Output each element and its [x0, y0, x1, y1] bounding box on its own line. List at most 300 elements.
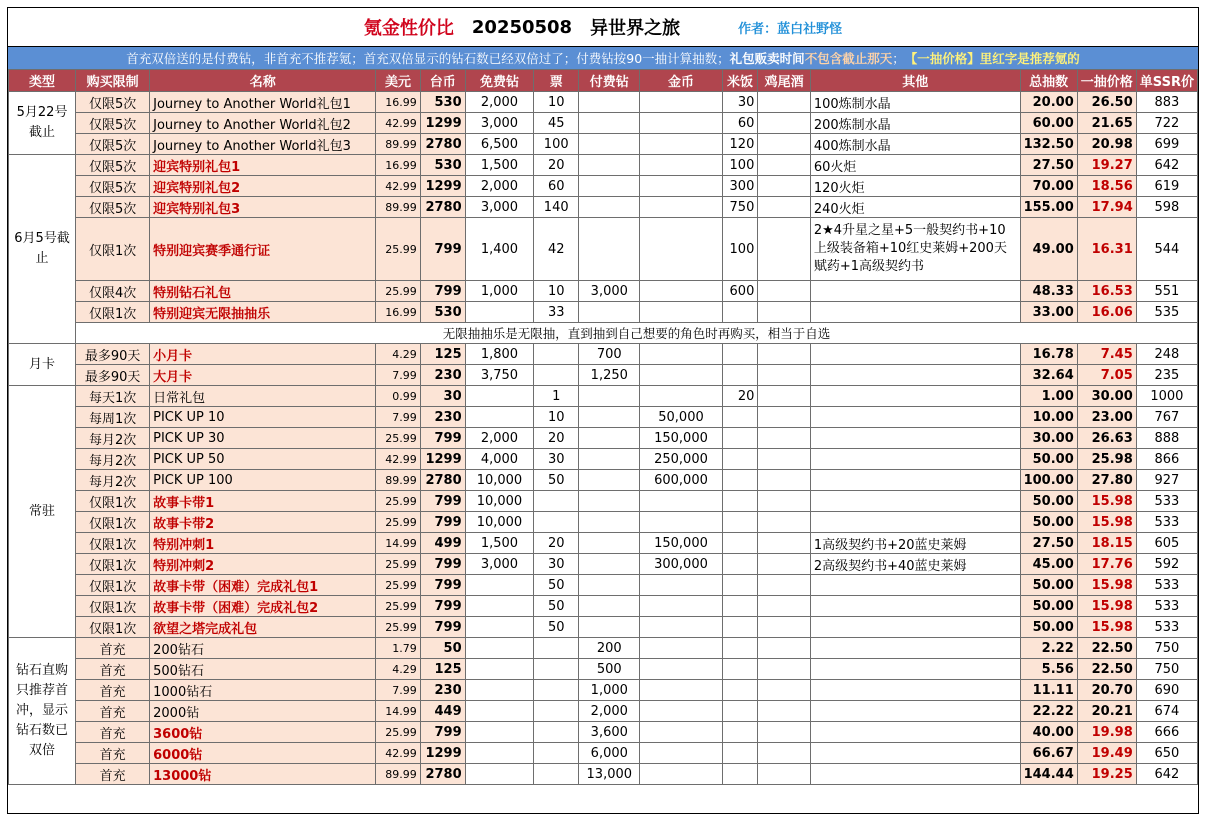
paid-diamond-cell[interactable]	[579, 449, 640, 470]
cocktail-cell[interactable]	[758, 197, 810, 218]
twd-cell[interactable]: 530	[420, 302, 465, 323]
rice-cell[interactable]	[722, 407, 758, 428]
other-cell[interactable]: 400炼制水晶	[810, 134, 1020, 155]
paid-diamond-cell[interactable]: 1,000	[579, 680, 640, 701]
limit-cell[interactable]: 首充	[76, 722, 150, 743]
twd-cell[interactable]: 799	[420, 575, 465, 596]
twd-cell[interactable]: 230	[420, 407, 465, 428]
name-cell[interactable]: 特别迎宾赛季通行证	[150, 218, 376, 281]
name-cell[interactable]: 特别冲刺1	[150, 533, 376, 554]
ticket-cell[interactable]	[534, 512, 579, 533]
total-pulls-cell[interactable]: 50.00	[1020, 512, 1077, 533]
ssr-price-cell[interactable]: 533	[1136, 575, 1197, 596]
name-cell[interactable]: 13000钻	[150, 764, 376, 785]
rice-cell[interactable]: 30	[722, 92, 758, 113]
paid-diamond-cell[interactable]: 2,000	[579, 701, 640, 722]
pull-price-cell[interactable]: 18.15	[1077, 533, 1136, 554]
rice-cell[interactable]	[722, 449, 758, 470]
ticket-cell[interactable]: 10	[534, 281, 579, 302]
rice-cell[interactable]	[722, 470, 758, 491]
cocktail-cell[interactable]	[758, 428, 810, 449]
limit-cell[interactable]: 首充	[76, 638, 150, 659]
other-cell[interactable]: 1高级契约书+20蓝史莱姆	[810, 533, 1020, 554]
free-diamond-cell[interactable]: 10,000	[465, 491, 534, 512]
ssr-price-cell[interactable]: 883	[1136, 92, 1197, 113]
cocktail-cell[interactable]	[758, 533, 810, 554]
twd-cell[interactable]: 799	[420, 281, 465, 302]
usd-cell[interactable]: 14.99	[376, 533, 420, 554]
free-diamond-cell[interactable]	[465, 722, 534, 743]
paid-diamond-cell[interactable]	[579, 512, 640, 533]
paid-diamond-cell[interactable]	[579, 155, 640, 176]
free-diamond-cell[interactable]: 3,750	[465, 365, 534, 386]
usd-cell[interactable]: 7.99	[376, 680, 420, 701]
usd-cell[interactable]: 7.99	[376, 365, 420, 386]
rice-cell[interactable]	[722, 743, 758, 764]
limit-cell[interactable]: 仅限5次	[76, 155, 150, 176]
total-pulls-cell[interactable]: 50.00	[1020, 617, 1077, 638]
paid-diamond-cell[interactable]	[579, 407, 640, 428]
other-cell[interactable]	[810, 764, 1020, 785]
limit-cell[interactable]: 仅限1次	[76, 218, 150, 281]
limit-cell[interactable]: 仅限1次	[76, 554, 150, 575]
name-cell[interactable]: PICK UP 30	[150, 428, 376, 449]
free-diamond-cell[interactable]: 10,000	[465, 512, 534, 533]
other-cell[interactable]: 100炼制水晶	[810, 92, 1020, 113]
free-diamond-cell[interactable]: 1,500	[465, 533, 534, 554]
other-cell[interactable]	[810, 701, 1020, 722]
ticket-cell[interactable]: 60	[534, 176, 579, 197]
name-cell[interactable]: 特别冲刺2	[150, 554, 376, 575]
other-cell[interactable]: 200炼制水晶	[810, 113, 1020, 134]
free-diamond-cell[interactable]: 10,000	[465, 470, 534, 491]
name-cell[interactable]: 故事卡带1	[150, 491, 376, 512]
rice-cell[interactable]	[722, 764, 758, 785]
cocktail-cell[interactable]	[758, 113, 810, 134]
usd-cell[interactable]: 25.99	[376, 281, 420, 302]
paid-diamond-cell[interactable]: 3,600	[579, 722, 640, 743]
total-pulls-cell[interactable]: 49.00	[1020, 218, 1077, 281]
rice-cell[interactable]	[722, 533, 758, 554]
pull-price-cell[interactable]: 19.27	[1077, 155, 1136, 176]
gold-cell[interactable]: 600,000	[640, 470, 722, 491]
cocktail-cell[interactable]	[758, 365, 810, 386]
other-cell[interactable]	[810, 449, 1020, 470]
twd-cell[interactable]: 799	[420, 554, 465, 575]
name-cell[interactable]: 故事卡带2	[150, 512, 376, 533]
free-diamond-cell[interactable]: 1,500	[465, 155, 534, 176]
limit-cell[interactable]: 首充	[76, 743, 150, 764]
cocktail-cell[interactable]	[758, 155, 810, 176]
pull-price-cell[interactable]: 15.98	[1077, 491, 1136, 512]
limit-cell[interactable]: 仅限1次	[76, 575, 150, 596]
name-cell[interactable]: 欲望之塔完成礼包	[150, 617, 376, 638]
rice-cell[interactable]	[722, 512, 758, 533]
rice-cell[interactable]: 120	[722, 134, 758, 155]
twd-cell[interactable]: 799	[420, 596, 465, 617]
pull-price-cell[interactable]: 23.00	[1077, 407, 1136, 428]
paid-diamond-cell[interactable]	[579, 554, 640, 575]
free-diamond-cell[interactable]: 2,000	[465, 92, 534, 113]
twd-cell[interactable]: 2780	[420, 134, 465, 155]
twd-cell[interactable]: 1299	[420, 113, 465, 134]
ssr-price-cell[interactable]: 690	[1136, 680, 1197, 701]
paid-diamond-cell[interactable]	[579, 218, 640, 281]
paid-diamond-cell[interactable]	[579, 113, 640, 134]
ticket-cell[interactable]: 20	[534, 428, 579, 449]
free-diamond-cell[interactable]: 1,800	[465, 344, 534, 365]
gold-cell[interactable]	[640, 722, 722, 743]
cocktail-cell[interactable]	[758, 764, 810, 785]
gold-cell[interactable]	[640, 575, 722, 596]
paid-diamond-cell[interactable]	[579, 596, 640, 617]
pull-price-cell[interactable]: 19.98	[1077, 722, 1136, 743]
twd-cell[interactable]: 799	[420, 218, 465, 281]
limit-cell[interactable]: 每天1次	[76, 386, 150, 407]
limit-cell[interactable]: 仅限1次	[76, 302, 150, 323]
other-cell[interactable]: 120火炬	[810, 176, 1020, 197]
total-pulls-cell[interactable]: 155.00	[1020, 197, 1077, 218]
paid-diamond-cell[interactable]	[579, 617, 640, 638]
category-cell[interactable]: 月卡	[9, 344, 76, 386]
total-pulls-cell[interactable]: 20.00	[1020, 92, 1077, 113]
gold-cell[interactable]	[640, 680, 722, 701]
free-diamond-cell[interactable]: 3,000	[465, 113, 534, 134]
paid-diamond-cell[interactable]: 1,250	[579, 365, 640, 386]
name-cell[interactable]: Journey to Another World礼包2	[150, 113, 376, 134]
free-diamond-cell[interactable]: 4,000	[465, 449, 534, 470]
ssr-price-cell[interactable]: 699	[1136, 134, 1197, 155]
gold-cell[interactable]	[640, 617, 722, 638]
gold-cell[interactable]: 50,000	[640, 407, 722, 428]
cocktail-cell[interactable]	[758, 92, 810, 113]
total-pulls-cell[interactable]: 16.78	[1020, 344, 1077, 365]
free-diamond-cell[interactable]: 2,000	[465, 176, 534, 197]
gold-cell[interactable]	[640, 638, 722, 659]
twd-cell[interactable]: 2780	[420, 197, 465, 218]
rice-cell[interactable]: 20	[722, 386, 758, 407]
cocktail-cell[interactable]	[758, 491, 810, 512]
pull-price-cell[interactable]: 15.98	[1077, 617, 1136, 638]
usd-cell[interactable]: 25.99	[376, 512, 420, 533]
other-cell[interactable]	[810, 512, 1020, 533]
cocktail-cell[interactable]	[758, 449, 810, 470]
limit-cell[interactable]: 仅限1次	[76, 533, 150, 554]
total-pulls-cell[interactable]: 50.00	[1020, 575, 1077, 596]
name-cell[interactable]: PICK UP 50	[150, 449, 376, 470]
other-cell[interactable]	[810, 365, 1020, 386]
total-pulls-cell[interactable]: 27.50	[1020, 533, 1077, 554]
pull-price-cell[interactable]: 30.00	[1077, 386, 1136, 407]
usd-cell[interactable]: 42.99	[376, 176, 420, 197]
free-diamond-cell[interactable]	[465, 407, 534, 428]
ssr-price-cell[interactable]: 650	[1136, 743, 1197, 764]
ssr-price-cell[interactable]: 235	[1136, 365, 1197, 386]
ssr-price-cell[interactable]: 598	[1136, 197, 1197, 218]
limit-cell[interactable]: 仅限1次	[76, 617, 150, 638]
gold-cell[interactable]: 150,000	[640, 428, 722, 449]
total-pulls-cell[interactable]: 48.33	[1020, 281, 1077, 302]
name-cell[interactable]: Journey to Another World礼包1	[150, 92, 376, 113]
pull-price-cell[interactable]: 19.49	[1077, 743, 1136, 764]
rice-cell[interactable]	[722, 722, 758, 743]
free-diamond-cell[interactable]: 1,400	[465, 218, 534, 281]
usd-cell[interactable]: 25.99	[376, 428, 420, 449]
paid-diamond-cell[interactable]	[579, 386, 640, 407]
free-diamond-cell[interactable]	[465, 575, 534, 596]
gold-cell[interactable]	[640, 764, 722, 785]
pull-price-cell[interactable]: 26.50	[1077, 92, 1136, 113]
usd-cell[interactable]: 16.99	[376, 92, 420, 113]
rice-cell[interactable]: 100	[722, 155, 758, 176]
pull-price-cell[interactable]: 26.63	[1077, 428, 1136, 449]
paid-diamond-cell[interactable]	[579, 533, 640, 554]
twd-cell[interactable]: 1299	[420, 449, 465, 470]
ssr-price-cell[interactable]: 866	[1136, 449, 1197, 470]
pull-price-cell[interactable]: 22.50	[1077, 659, 1136, 680]
total-pulls-cell[interactable]: 22.22	[1020, 701, 1077, 722]
other-cell[interactable]: 60火炬	[810, 155, 1020, 176]
free-diamond-cell[interactable]	[465, 701, 534, 722]
total-pulls-cell[interactable]: 50.00	[1020, 449, 1077, 470]
usd-cell[interactable]: 25.99	[376, 554, 420, 575]
cocktail-cell[interactable]	[758, 407, 810, 428]
name-cell[interactable]: PICK UP 100	[150, 470, 376, 491]
free-diamond-cell[interactable]	[465, 659, 534, 680]
ssr-price-cell[interactable]: 642	[1136, 764, 1197, 785]
ticket-cell[interactable]: 33	[534, 302, 579, 323]
limit-cell[interactable]: 仅限5次	[76, 92, 150, 113]
limit-cell[interactable]: 仅限5次	[76, 134, 150, 155]
cocktail-cell[interactable]	[758, 701, 810, 722]
cocktail-cell[interactable]	[758, 176, 810, 197]
ssr-price-cell[interactable]: 619	[1136, 176, 1197, 197]
ticket-cell[interactable]	[534, 722, 579, 743]
other-cell[interactable]	[810, 407, 1020, 428]
gold-cell[interactable]	[640, 197, 722, 218]
free-diamond-cell[interactable]	[465, 638, 534, 659]
cocktail-cell[interactable]	[758, 134, 810, 155]
ticket-cell[interactable]: 10	[534, 92, 579, 113]
twd-cell[interactable]: 125	[420, 344, 465, 365]
gold-cell[interactable]	[640, 491, 722, 512]
category-cell[interactable]: 常驻	[9, 386, 76, 638]
rice-cell[interactable]	[722, 575, 758, 596]
category-cell[interactable]: 6月5号截止	[9, 155, 76, 344]
usd-cell[interactable]: 4.29	[376, 344, 420, 365]
free-diamond-cell[interactable]	[465, 617, 534, 638]
rice-cell[interactable]: 600	[722, 281, 758, 302]
paid-diamond-cell[interactable]	[579, 302, 640, 323]
usd-cell[interactable]: 1.79	[376, 638, 420, 659]
cocktail-cell[interactable]	[758, 512, 810, 533]
limit-cell[interactable]: 首充	[76, 701, 150, 722]
rice-cell[interactable]: 100	[722, 218, 758, 281]
twd-cell[interactable]: 530	[420, 92, 465, 113]
ticket-cell[interactable]: 100	[534, 134, 579, 155]
pull-price-cell[interactable]: 19.25	[1077, 764, 1136, 785]
paid-diamond-cell[interactable]: 500	[579, 659, 640, 680]
ticket-cell[interactable]: 10	[534, 407, 579, 428]
column-header[interactable]: 美元	[376, 70, 420, 92]
total-pulls-cell[interactable]: 66.67	[1020, 743, 1077, 764]
ssr-price-cell[interactable]: 533	[1136, 512, 1197, 533]
total-pulls-cell[interactable]: 11.11	[1020, 680, 1077, 701]
name-cell[interactable]: 特别迎宾无限抽抽乐	[150, 302, 376, 323]
twd-cell[interactable]: 799	[420, 491, 465, 512]
ticket-cell[interactable]: 140	[534, 197, 579, 218]
usd-cell[interactable]: 25.99	[376, 491, 420, 512]
ssr-price-cell[interactable]: 605	[1136, 533, 1197, 554]
total-pulls-cell[interactable]: 10.00	[1020, 407, 1077, 428]
twd-cell[interactable]: 1299	[420, 743, 465, 764]
total-pulls-cell[interactable]: 132.50	[1020, 134, 1077, 155]
usd-cell[interactable]: 89.99	[376, 134, 420, 155]
name-cell[interactable]: 特别钻石礼包	[150, 281, 376, 302]
limit-cell[interactable]: 首充	[76, 659, 150, 680]
pull-price-cell[interactable]: 16.31	[1077, 218, 1136, 281]
ssr-price-cell[interactable]: 674	[1136, 701, 1197, 722]
pull-price-cell[interactable]: 15.98	[1077, 575, 1136, 596]
pull-price-cell[interactable]: 15.98	[1077, 596, 1136, 617]
ssr-price-cell[interactable]: 642	[1136, 155, 1197, 176]
total-pulls-cell[interactable]: 50.00	[1020, 596, 1077, 617]
limit-cell[interactable]: 仅限1次	[76, 596, 150, 617]
cocktail-cell[interactable]	[758, 302, 810, 323]
limit-cell[interactable]: 每月2次	[76, 470, 150, 491]
total-pulls-cell[interactable]: 144.44	[1020, 764, 1077, 785]
free-diamond-cell[interactable]: 3,000	[465, 197, 534, 218]
name-cell[interactable]: 迎宾特别礼包1	[150, 155, 376, 176]
pull-price-cell[interactable]: 7.05	[1077, 365, 1136, 386]
twd-cell[interactable]: 50	[420, 638, 465, 659]
pull-price-cell[interactable]: 20.21	[1077, 701, 1136, 722]
ssr-price-cell[interactable]: 592	[1136, 554, 1197, 575]
paid-diamond-cell[interactable]	[579, 197, 640, 218]
usd-cell[interactable]: 25.99	[376, 596, 420, 617]
other-cell[interactable]	[810, 302, 1020, 323]
ticket-cell[interactable]: 50	[534, 470, 579, 491]
column-header[interactable]: 付费钻	[579, 70, 640, 92]
usd-cell[interactable]: 25.99	[376, 722, 420, 743]
other-cell[interactable]	[810, 575, 1020, 596]
rice-cell[interactable]: 750	[722, 197, 758, 218]
ticket-cell[interactable]	[534, 659, 579, 680]
other-cell[interactable]	[810, 743, 1020, 764]
limit-cell[interactable]: 每周1次	[76, 407, 150, 428]
pull-price-cell[interactable]: 18.56	[1077, 176, 1136, 197]
gold-cell[interactable]	[640, 596, 722, 617]
cocktail-cell[interactable]	[758, 596, 810, 617]
usd-cell[interactable]: 42.99	[376, 743, 420, 764]
ticket-cell[interactable]	[534, 701, 579, 722]
rice-cell[interactable]	[722, 491, 758, 512]
column-header[interactable]: 米饭	[722, 70, 758, 92]
name-cell[interactable]: 2000钻	[150, 701, 376, 722]
total-pulls-cell[interactable]: 100.00	[1020, 470, 1077, 491]
pull-price-cell[interactable]: 15.98	[1077, 512, 1136, 533]
ssr-price-cell[interactable]: 927	[1136, 470, 1197, 491]
usd-cell[interactable]: 42.99	[376, 113, 420, 134]
ticket-cell[interactable]: 20	[534, 533, 579, 554]
ticket-cell[interactable]: 50	[534, 617, 579, 638]
name-cell[interactable]: 200钻石	[150, 638, 376, 659]
ssr-price-cell[interactable]: 533	[1136, 491, 1197, 512]
pull-price-cell[interactable]: 17.76	[1077, 554, 1136, 575]
ticket-cell[interactable]	[534, 491, 579, 512]
name-cell[interactable]: Journey to Another World礼包3	[150, 134, 376, 155]
limit-cell[interactable]: 每月2次	[76, 449, 150, 470]
twd-cell[interactable]: 125	[420, 659, 465, 680]
twd-cell[interactable]: 530	[420, 155, 465, 176]
total-pulls-cell[interactable]: 5.56	[1020, 659, 1077, 680]
free-diamond-cell[interactable]	[465, 764, 534, 785]
cocktail-cell[interactable]	[758, 386, 810, 407]
pull-price-cell[interactable]: 7.45	[1077, 344, 1136, 365]
limit-cell[interactable]: 仅限5次	[76, 113, 150, 134]
other-cell[interactable]	[810, 659, 1020, 680]
paid-diamond-cell[interactable]	[579, 575, 640, 596]
name-cell[interactable]: 故事卡带（困难）完成礼包1	[150, 575, 376, 596]
limit-cell[interactable]: 最多90天	[76, 365, 150, 386]
usd-cell[interactable]: 4.29	[376, 659, 420, 680]
limit-cell[interactable]: 仅限1次	[76, 512, 150, 533]
pull-price-cell[interactable]: 20.98	[1077, 134, 1136, 155]
usd-cell[interactable]: 25.99	[376, 617, 420, 638]
total-pulls-cell[interactable]: 30.00	[1020, 428, 1077, 449]
free-diamond-cell[interactable]: 6,500	[465, 134, 534, 155]
rice-cell[interactable]	[722, 680, 758, 701]
rice-cell[interactable]	[722, 701, 758, 722]
name-cell[interactable]: 500钻石	[150, 659, 376, 680]
usd-cell[interactable]: 42.99	[376, 449, 420, 470]
ticket-cell[interactable]: 30	[534, 449, 579, 470]
ssr-price-cell[interactable]: 535	[1136, 302, 1197, 323]
other-cell[interactable]	[810, 638, 1020, 659]
free-diamond-cell[interactable]: 3,000	[465, 554, 534, 575]
ticket-cell[interactable]	[534, 344, 579, 365]
usd-cell[interactable]: 25.99	[376, 218, 420, 281]
limit-cell[interactable]: 仅限4次	[76, 281, 150, 302]
total-pulls-cell[interactable]: 70.00	[1020, 176, 1077, 197]
free-diamond-cell[interactable]	[465, 386, 534, 407]
twd-cell[interactable]: 230	[420, 365, 465, 386]
other-cell[interactable]: 2★4升星之星+5一般契约书+10上级装备箱+10红史莱姆+200天赋药+1高级契约书	[810, 218, 1020, 281]
free-diamond-cell[interactable]	[465, 596, 534, 617]
usd-cell[interactable]: 7.99	[376, 407, 420, 428]
paid-diamond-cell[interactable]	[579, 470, 640, 491]
total-pulls-cell[interactable]: 50.00	[1020, 491, 1077, 512]
usd-cell[interactable]: 89.99	[376, 197, 420, 218]
usd-cell[interactable]: 0.99	[376, 386, 420, 407]
ssr-price-cell[interactable]: 533	[1136, 617, 1197, 638]
free-diamond-cell[interactable]: 2,000	[465, 428, 534, 449]
paid-diamond-cell[interactable]: 13,000	[579, 764, 640, 785]
column-header[interactable]: 票	[534, 70, 579, 92]
usd-cell[interactable]: 25.99	[376, 575, 420, 596]
pull-price-cell[interactable]: 21.65	[1077, 113, 1136, 134]
pull-price-cell[interactable]: 17.94	[1077, 197, 1136, 218]
paid-diamond-cell[interactable]: 3,000	[579, 281, 640, 302]
cocktail-cell[interactable]	[758, 218, 810, 281]
name-cell[interactable]: 6000钻	[150, 743, 376, 764]
gold-cell[interactable]	[640, 302, 722, 323]
rice-cell[interactable]	[722, 659, 758, 680]
twd-cell[interactable]: 449	[420, 701, 465, 722]
gold-cell[interactable]	[640, 701, 722, 722]
ssr-price-cell[interactable]: 248	[1136, 344, 1197, 365]
usd-cell[interactable]: 16.99	[376, 302, 420, 323]
